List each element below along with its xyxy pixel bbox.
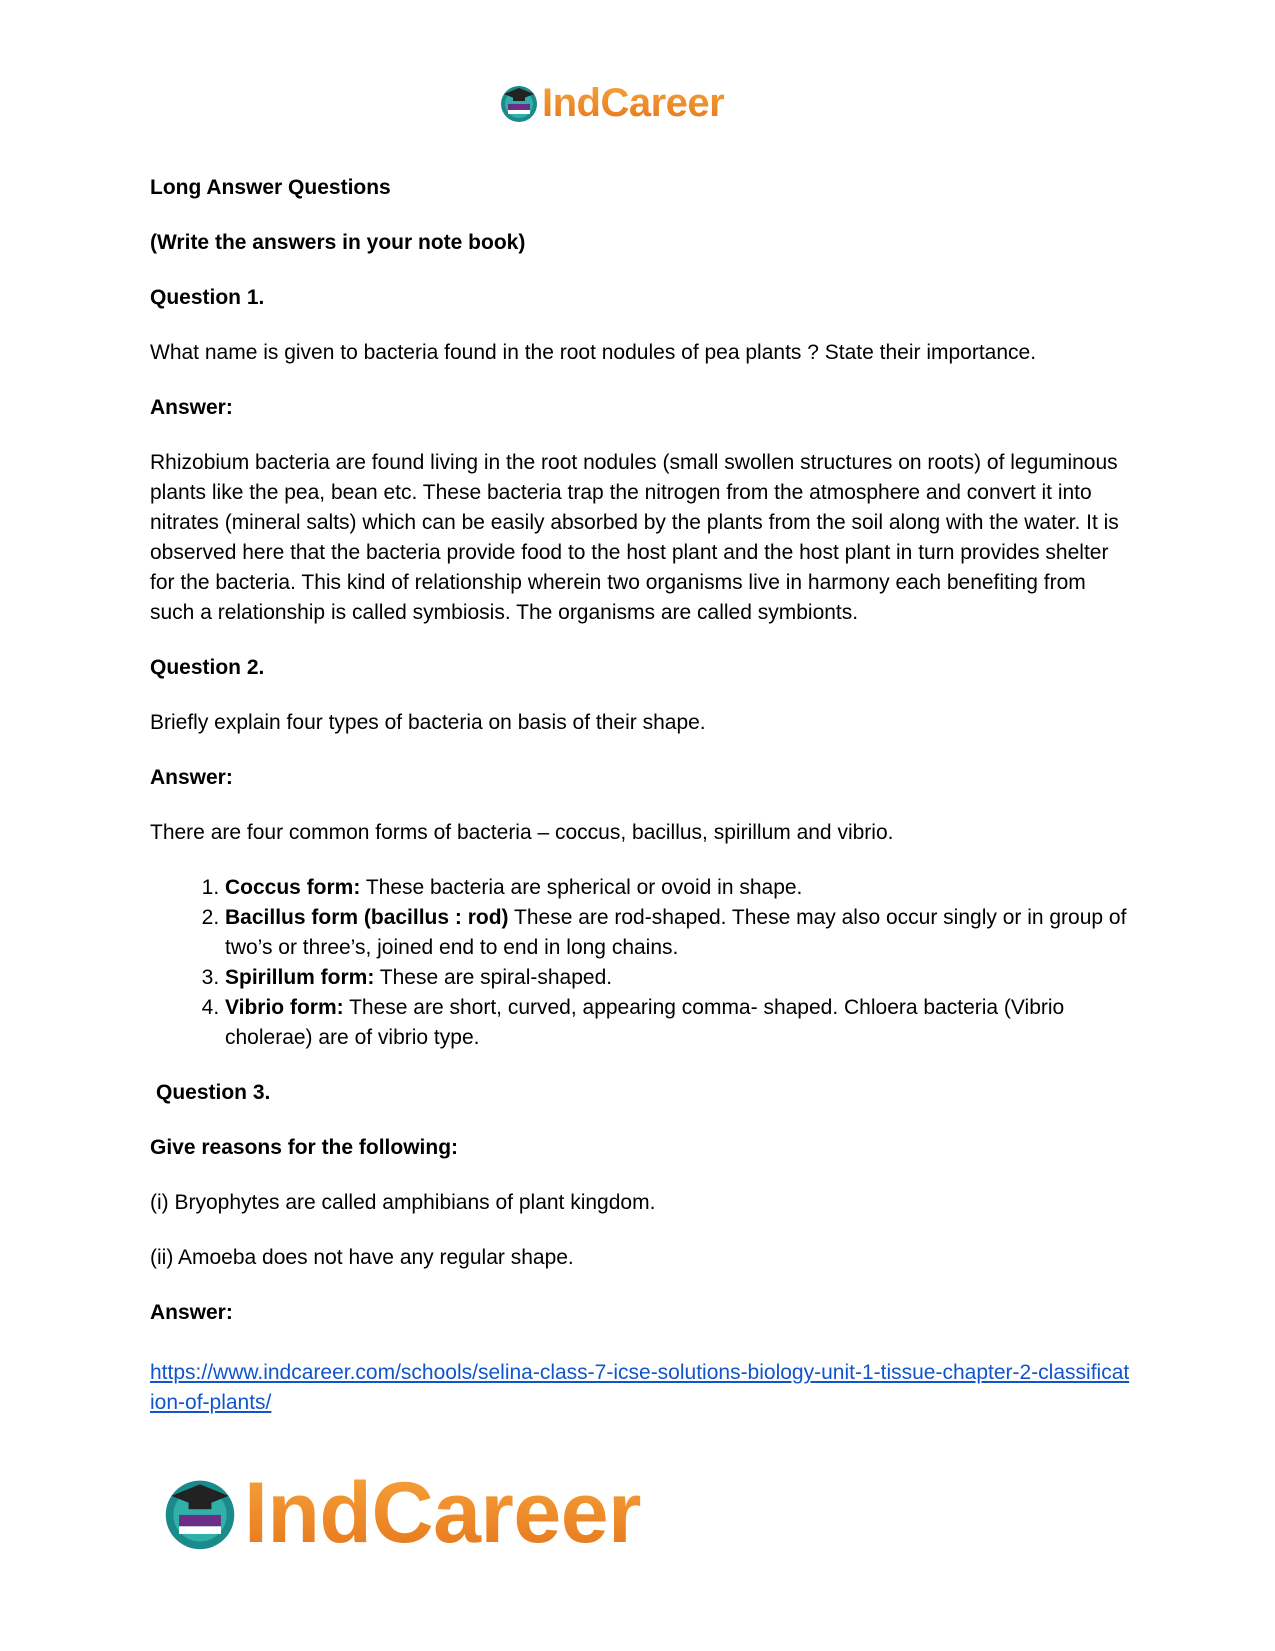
- footer-logo: [160, 1464, 641, 1561]
- answer-3-label: Answer:: [150, 1301, 233, 1324]
- question-3-prompt: Give reasons for the following:: [150, 1136, 459, 1159]
- question-3-label: Question 3.: [156, 1081, 271, 1104]
- answer-1-label: Answer:: [150, 396, 233, 419]
- header-logo: [498, 78, 724, 128]
- question-2-text: Briefly explain four types of bacteria on basis of their shape.: [150, 711, 706, 734]
- page-heading: Long Answer Questions: [150, 176, 391, 199]
- list-item-desc: These bacteria are spherical or ovoid in shape.: [360, 876, 803, 899]
- question-2-label: Question 2.: [150, 656, 265, 679]
- list-item-term: Coccus form:: [225, 876, 361, 899]
- list-item-desc: These are short, curved, appearing comma- shaped. Chloera bacteria (Vibrio cholerae) are of vibrio type.: [225, 996, 1065, 1049]
- instruction: (Write the answers in your note book): [150, 231, 526, 254]
- list-item: [225, 873, 1130, 903]
- list-item: [225, 903, 1130, 963]
- question-3-part-2: (ii) Amoeba does not have any regular shape.: [150, 1246, 574, 1269]
- header-logo-text: IndCareer: [542, 80, 725, 125]
- graduation-cap-book-globe-icon: [498, 82, 540, 124]
- bacteria-forms-list: [150, 873, 1130, 1053]
- answer-2-label: Answer:: [150, 766, 233, 789]
- list-item-term: Spirillum form:: [225, 966, 375, 989]
- question-1-text: What name is given to bacteria found in the root nodules of pea plants ? State their importance.: [150, 341, 1037, 364]
- answer-2-intro: There are four common forms of bacteria – coccus, bacillus, spirillum and vibrio.: [150, 821, 894, 844]
- list-item: [225, 993, 1130, 1053]
- list-item: [225, 963, 1130, 993]
- footer-logo-text: IndCareer: [244, 1464, 641, 1561]
- question-1-label: Question 1.: [150, 286, 265, 309]
- graduation-cap-book-globe-icon: [160, 1473, 240, 1553]
- list-item-desc: These are rod-shaped. These may also occur singly or in group of two’s or three’s, joined end to end in long chains.: [225, 906, 1127, 959]
- question-3-part-1: (i) Bryophytes are called amphibians of plant kingdom.: [150, 1191, 656, 1214]
- document-body: [150, 173, 1130, 1443]
- list-item-term: Bacillus form (bacillus : rod): [225, 906, 509, 929]
- answer-1-text: Rhizobium bacteria are found living in the root nodules (small swollen structures on roots) of leguminous plants like the pea, bean etc. These bacteria trap the nitrogen from the atmosphere and convert it into nitrates (mineral salts) which can be easily absorbed by the plants from the soil along with the water. It is observed here that the bacteria provide food to the host plant and the host plant in turn provides shelter for the bacteria. This kind of relationship wherein two organisms live in harmony each benefiting from such a relationship is called symbiosis. The organisms are called symbionts.: [150, 451, 1119, 624]
- list-item-term: Vibrio form:: [225, 996, 344, 1019]
- solution-link[interactable]: https://www.indcareer.com/schools/selina-class-7-icse-solutions-biology-unit-1-tissue-chapter-2-classification-of-plants/: [150, 1361, 1130, 1414]
- list-item-desc: These are spiral-shaped.: [374, 966, 613, 989]
